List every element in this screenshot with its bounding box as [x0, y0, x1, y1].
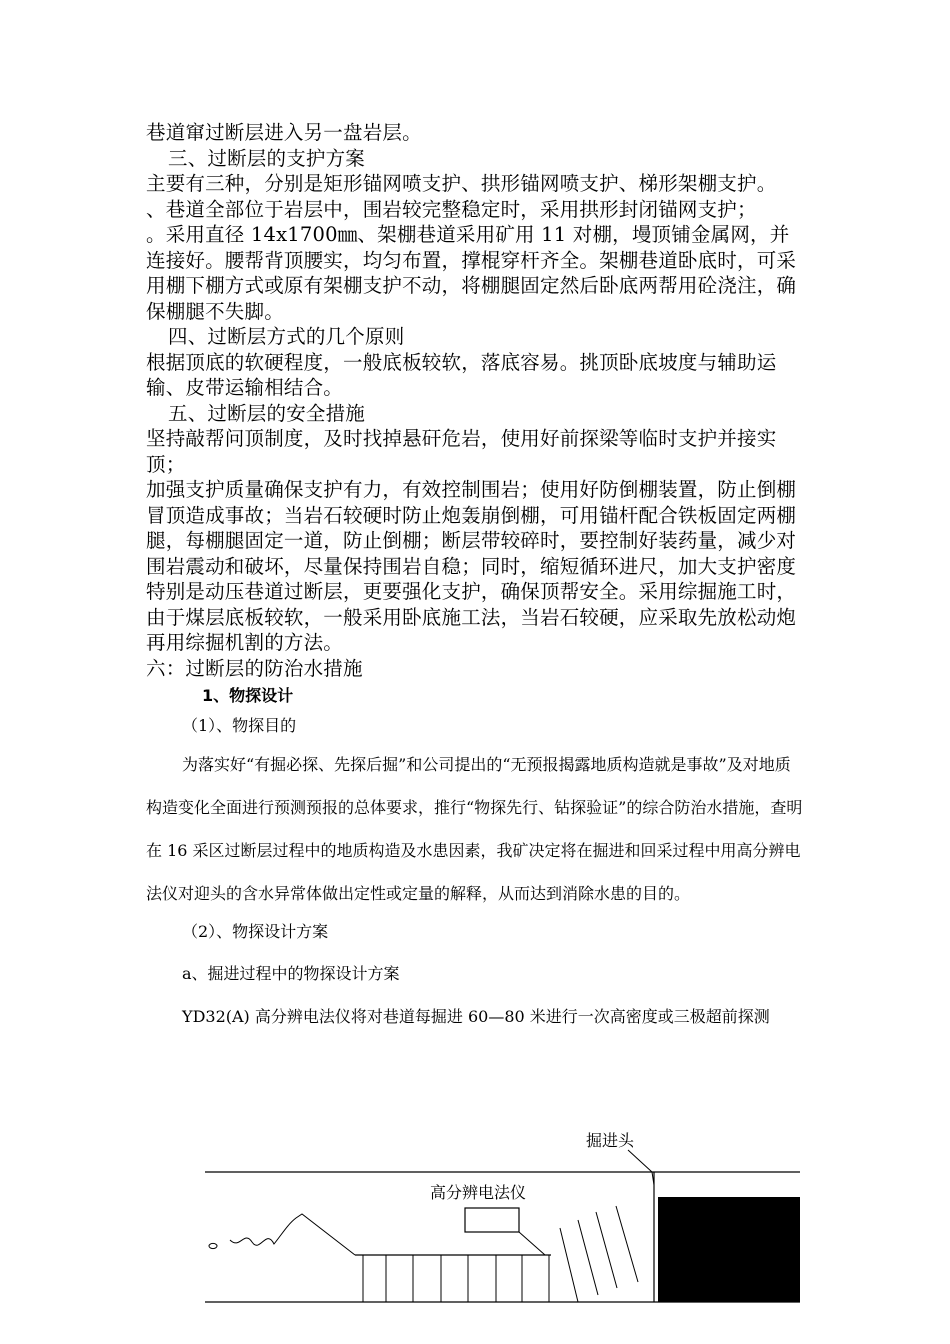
paragraph-purpose: 为落实好“有掘必探、先探后掘”和公司提出的“无预报揭露地质构造就是事故”及对地质构造变化全面进行预测预报的总体要求，推行“物探先行、钻探验证”的综合防治水措施，查明在 16 采区过断层过程中的地质构造及水患因素，我矿决定将在掘进和回采过程中用高分辨电法仪对迎头的含水异常体做出定性或定量的解释，从而达到消除水患的目的。	[146, 755, 803, 903]
sub-heading: （2）、物探设计方案	[182, 922, 329, 941]
coal-rock-block	[658, 1197, 800, 1302]
section-heading: 六：过断层的防治水措施	[146, 656, 363, 680]
paragraph: 巷道窜过断层进入另一盘岩层。	[146, 121, 422, 144]
section-heading: 三、过断层的支护方案	[168, 146, 366, 170]
cable-coil	[230, 1214, 355, 1255]
paragraph: 、巷道全部位于岩层中，围岩较完整稳定时，采用拱形封闭锚网支护；	[146, 197, 757, 221]
survey-ray	[596, 1212, 617, 1288]
section-heading: 四、过断层方式的几个原则	[168, 325, 405, 348]
section-heading: 五、过断层的安全措施	[168, 401, 366, 425]
paragraph: 。采用直径 14x1700㎜、架棚巷道采用矿用 11 对棚，墁顶铺金属网，并连接好。腰帮背顶腰实，均匀布置，撑棍穿杆齐全。架棚巷道卧底时，可采用棚下棚方式或原有架棚支护不动，将棚腿固定然后卧底两帮用砼浇注，确保棚腿不失脚。	[146, 223, 797, 323]
heading-face-label: 掘进头	[586, 1131, 635, 1150]
paragraph: 坚持敲帮问顶制度，及时找掉悬矸危岩，使用好前探梁等临时支护并接实顶；	[146, 427, 777, 476]
subsection-heading: 1、物探设计	[202, 686, 294, 705]
dense-text-block	[146, 120, 806, 681]
paragraph-yd32: YD32(A) 高分辨电法仪将对巷道每掘进 60—80 米进行一次高密度或三极超前探测	[182, 1007, 770, 1026]
instrument-box	[465, 1208, 519, 1232]
leader-line	[628, 1150, 652, 1172]
cable-line	[519, 1232, 545, 1255]
paragraph: 根据顶底的软硬程度，一般底板较软，落底容易。挑顶卧底坡度与辅助运输、皮带运输相结合。	[146, 350, 777, 399]
survey-ray	[616, 1206, 638, 1282]
instrument-label: 高分辨电法仪	[430, 1183, 527, 1202]
sub-heading: a、掘进过程中的物探设计方案	[182, 964, 400, 983]
paragraph: 主要有三种，分别是矩形锚网喷支护、拱形锚网喷支护、梯形架棚支护。	[146, 172, 777, 195]
document-body	[146, 120, 806, 1029]
tunnel-diagram	[0, 1122, 950, 1344]
survey-rays	[560, 1206, 638, 1302]
electrode-array	[363, 1255, 549, 1302]
cable-end	[209, 1243, 217, 1248]
paragraph: 加强支护质量确保支护有力，有效控制围岩；使用好防倒棚装置，防止倒棚冒顶造成事故；当岩石较硬时防止炮轰崩倒棚，可用锚杆配合铁板固定两棚腿，每棚腿固定一道，防止倒棚；断层带较碎时，要控制好装药量，减少对围岩震动和破坏，尽量保持围岩自稳；同时，缩短循环进尺，加大支护密度特别是动压巷道过断层，更要强化支护，确保顶帮安全。采用综掘施工时，由于煤层底板较软，一般采用卧底施工法，当岩石较硬，应采取先放松动炮再用综掘机割的方法。	[146, 478, 797, 654]
survey-ray	[560, 1228, 578, 1302]
survey-ray	[578, 1220, 598, 1295]
sub-heading: （1）、物探目的	[182, 716, 297, 735]
